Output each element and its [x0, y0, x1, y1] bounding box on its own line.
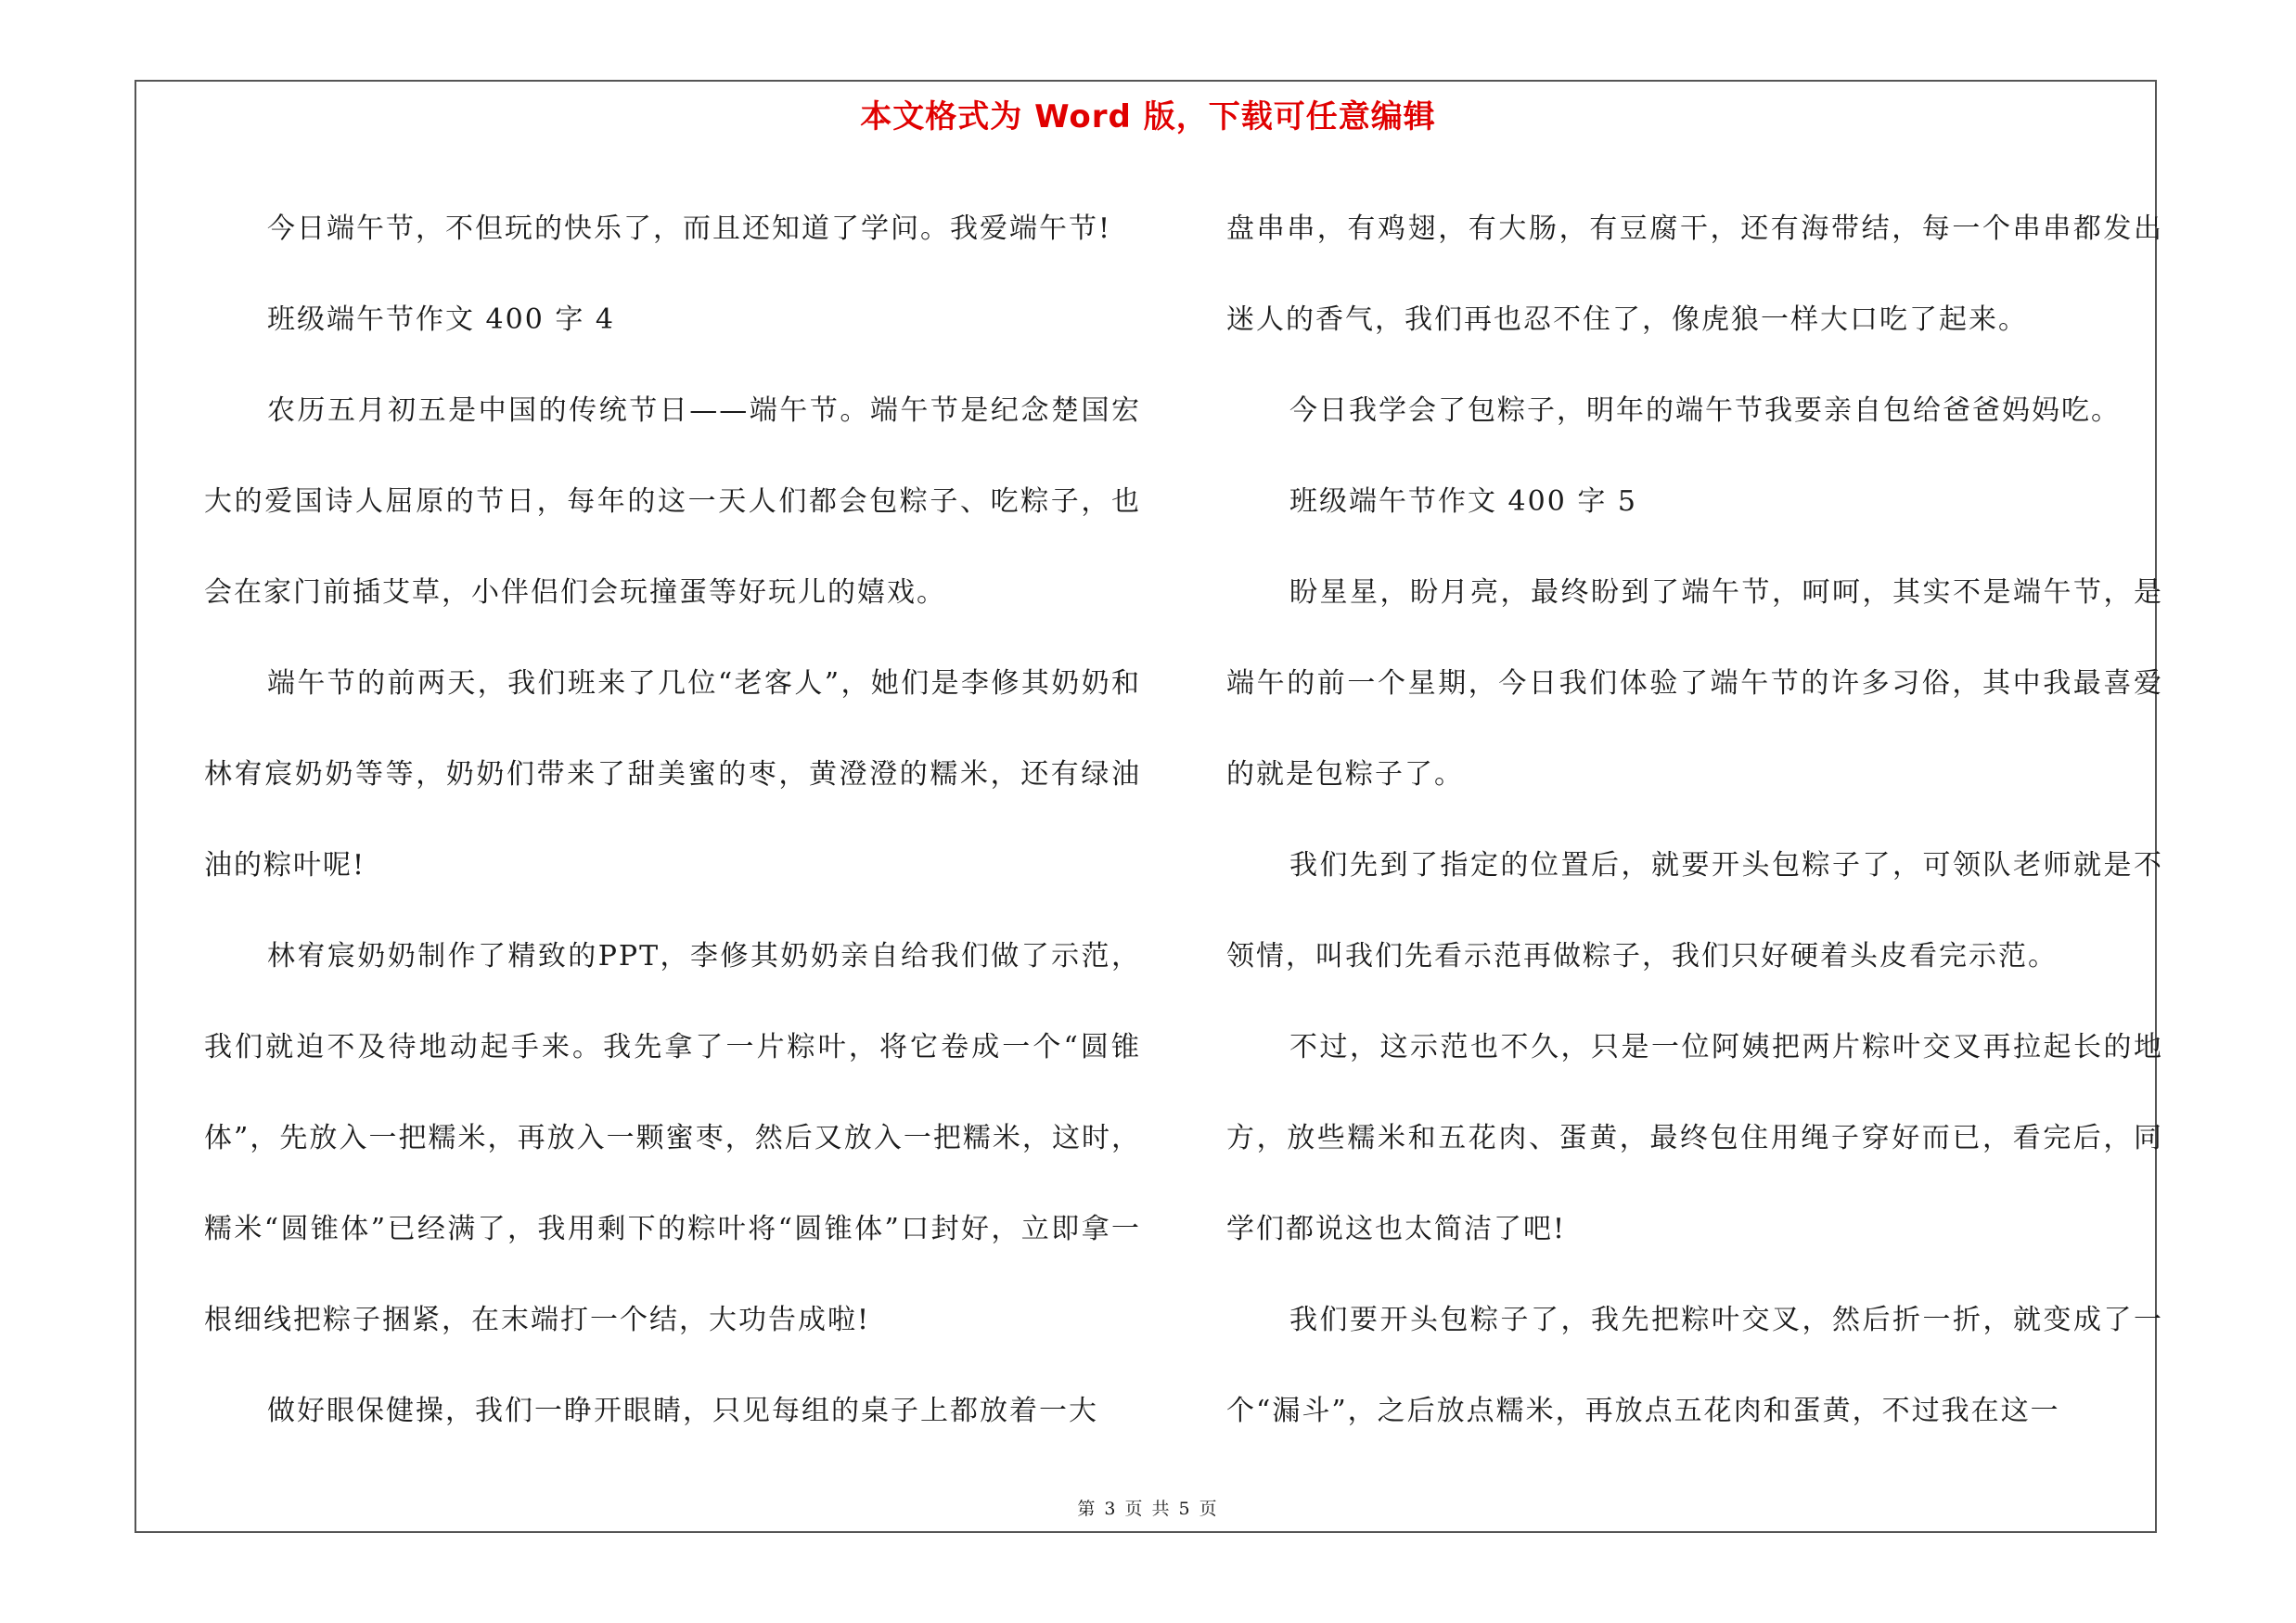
paragraph: 盼星星，盼月亮，最终盼到了端午节，呵呵，其实不是端午节，是端午的前一个星期，今日我们体验了端午节的许多习俗，其中我最喜爱的就是包粽子了。 — [1226, 576, 2163, 791]
paragraph: 我们要开头包粽子了，我先把粽叶交叉，然后折一折，就变成了一个“漏斗”，之后放点糯米，再放点五花肉和蛋黄，不过我在这一 — [1226, 1304, 2163, 1427]
paragraph: 今日端午节，不但玩的快乐了，而且还知道了学问。我爱端午节! — [267, 213, 1112, 245]
word-format-banner: 本文格式为 Word 版，下载可任意编辑 — [860, 98, 1436, 135]
section-heading: 班级端午节作文 400 字 5 — [1289, 485, 1637, 518]
paragraph: 林宥宸奶奶制作了精致的PPT，李修其奶奶亲自给我们做了示范，我们就迫不及待地动起手来。我先拿了一片粽叶，将它卷成一个“圆锥体”，先放入一把糯米，再放入一颗蜜枣，然后又放入一把糯米，这时，糯米“圆锥体”已经满了，我用剩下的粽叶将“圆锥体”口封好，立即拿一根细线把粽子捆紧，在末端打一个结，大功告成啦! — [204, 940, 1141, 1336]
paragraph: 不过，这示范也不久，只是一位阿姨把两片粽叶交叉再拉起长的地方，放些糯米和五花肉、蛋黄，最终包住用绳子穿好而已，看完后，同学们都说这也太简洁了吧! — [1226, 1031, 2163, 1245]
paragraph: 我们先到了指定的位置后，就要开头包粽子了，可领队老师就是不领情，叫我们先看示范再做粽子，我们只好硬着头皮看完示范。 — [1226, 849, 2163, 973]
paragraph-continuation: 盘串串，有鸡翅，有大肠，有豆腐干，还有海带结，每一个串串都发出迷人的香气，我们再也忍不住了，像虎狼一样大口吃了起来。 — [1226, 213, 2163, 336]
paragraph: 今日我学会了包粽子，明年的端午节我要亲自包给爸爸妈妈吃。 — [1289, 394, 2121, 427]
paragraph: 做好眼保健操，我们一睁开眼睛，只见每组的桌子上都放着一大 — [267, 1395, 1098, 1427]
section-heading: 班级端午节作文 400 字 4 — [267, 303, 615, 336]
page-number-footer: 第 3 页 共 5 页 — [1077, 1499, 1219, 1519]
paragraph: 农历五月初五是中国的传统节日——端午节。端午节是纪念楚国宏大的爱国诗人屈原的节日，每年的这一天人们都会包粽子、吃粽子，也会在家门前插艾草，小伴侣们会玩撞蛋等好玩儿的嬉戏。 — [204, 394, 1141, 609]
paragraph: 端午节的前两天，我们班来了几位“老客人”，她们是李修其奶奶和林宥宸奶奶等等，奶奶们带来了甜美蜜的枣，黄澄澄的糯米，还有绿油油的粽叶呢! — [204, 667, 1141, 882]
right-text-column — [1226, 184, 2163, 1457]
left-text-column — [204, 184, 1141, 1457]
